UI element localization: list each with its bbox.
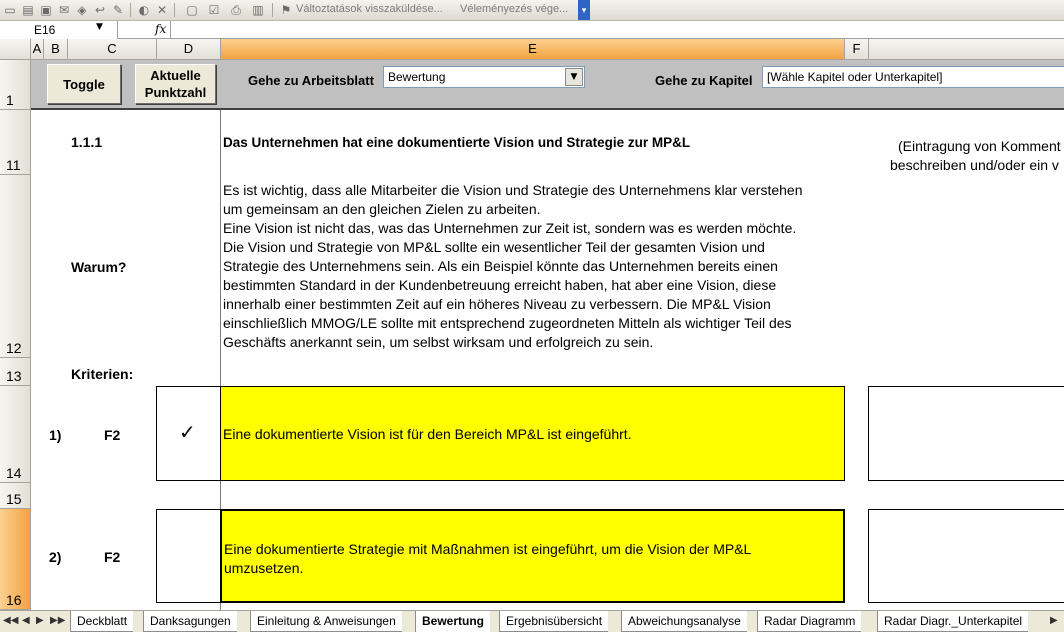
delete-comment-icon[interactable]: ☑ bbox=[208, 3, 220, 17]
toggle-button[interactable]: Toggle bbox=[47, 64, 121, 104]
toolbar-separator bbox=[130, 3, 131, 17]
review-icon[interactable]: ◈ bbox=[77, 3, 87, 17]
why-line: Es ist wichtig, dass alle Mitarbeiter die Vision und Strategie des Unternehmens klar verstehen bbox=[223, 182, 803, 198]
goto-chapter-label: Gehe zu Kapitel bbox=[655, 73, 753, 88]
mail-icon[interactable]: ✉ bbox=[58, 3, 70, 17]
pages-icon[interactable]: ▥ bbox=[252, 3, 264, 17]
tab-einleitung[interactable]: Einleitung & Anweisungen bbox=[250, 611, 402, 632]
tab-danksagungen[interactable]: Danksagungen bbox=[143, 611, 237, 632]
why-text bbox=[223, 181, 802, 352]
goto-chapter-select[interactable] bbox=[762, 66, 1064, 88]
why-label: Warum? bbox=[71, 259, 127, 275]
criterion-text-cell[interactable] bbox=[220, 509, 845, 603]
prev-sheet-icon[interactable]: ◀ bbox=[22, 615, 30, 626]
row-number: 16 bbox=[6, 592, 22, 608]
comment-hint-line2: beschreiben und/oder ein v bbox=[890, 157, 1059, 173]
criteria-label: Kriterien: bbox=[71, 366, 134, 382]
reject-icon[interactable]: ✕ bbox=[156, 3, 168, 17]
row-number: 15 bbox=[6, 491, 22, 507]
criterion-number: 1) bbox=[49, 427, 62, 443]
review-toolbar bbox=[0, 0, 1064, 21]
function-icon[interactable]: fx bbox=[155, 22, 167, 36]
goto-sheet-label: Gehe zu Arbeitsblatt bbox=[248, 73, 374, 88]
chevron-down-icon[interactable]: ▼ bbox=[565, 68, 583, 86]
row-number: 11 bbox=[6, 157, 21, 173]
criterion-checkbox[interactable] bbox=[156, 386, 221, 481]
row-header-1[interactable] bbox=[0, 60, 31, 110]
goto-chapter-value: [Wähle Kapitel oder Unterkapitel] bbox=[767, 70, 943, 84]
column-header-d[interactable]: D bbox=[157, 39, 221, 60]
why-line: um gemeinsam an den gleichen Zielen zu arbeiten. bbox=[223, 201, 541, 217]
why-line: Geschäfts anerkannt sein, um selbst wirksam und erfolgreich zu sein. bbox=[223, 334, 654, 350]
why-line: Eine Vision ist nicht das, was das Unternehmen zur Zeit ist, sondern was es werden möchte. bbox=[223, 220, 797, 236]
row-header-15[interactable] bbox=[0, 483, 31, 509]
row-header-12[interactable] bbox=[0, 175, 31, 358]
section-title: Das Unternehmen hat eine dokumentierte Vision und Strategie zur MP&L bbox=[223, 135, 691, 150]
row-header-13[interactable] bbox=[0, 358, 31, 386]
column-header-f[interactable]: F bbox=[845, 39, 869, 60]
tab-deckblatt[interactable]: Deckblatt bbox=[70, 611, 133, 632]
accept-icon[interactable]: ◐ bbox=[138, 3, 150, 17]
row-number: 12 bbox=[6, 340, 22, 356]
goto-sheet-value: Bewertung bbox=[388, 70, 446, 84]
tab-abweichungsanalyse[interactable]: Abweichungsanalyse bbox=[621, 611, 747, 632]
new-icon[interactable]: ▭ bbox=[4, 3, 16, 17]
column-header-b[interactable]: B bbox=[44, 39, 68, 60]
folder-icon[interactable]: ▣ bbox=[40, 3, 52, 17]
toolbar-separator bbox=[272, 3, 273, 17]
name-box[interactable] bbox=[0, 21, 118, 39]
comment-box[interactable] bbox=[868, 509, 1064, 603]
tab-radar-unterkapitel[interactable]: Radar Diagr._Unterkapitel bbox=[877, 611, 1028, 632]
next-sheet-icon[interactable]: ▶ bbox=[36, 615, 44, 626]
reply-icon[interactable]: ↩ bbox=[94, 3, 106, 17]
criterion-number: 2) bbox=[49, 549, 62, 565]
name-box-value: E16 bbox=[34, 23, 56, 37]
comment-icon[interactable]: ▢ bbox=[186, 3, 198, 17]
why-line: Die Vision und Strategie von MP&L sollte ein wesentlicher Teil der gesamten Vision und bbox=[223, 239, 765, 255]
criterion-text-cell[interactable] bbox=[220, 386, 845, 481]
tab-ergebnisuebersicht[interactable]: Ergebnisübersicht bbox=[499, 611, 608, 632]
toolbar-separator bbox=[174, 3, 175, 17]
select-all-corner[interactable] bbox=[0, 39, 31, 60]
section-number: 1.1.1 bbox=[71, 134, 103, 150]
column-header-e[interactable]: E bbox=[221, 39, 845, 60]
end-review-button[interactable]: Véleményezés vége... bbox=[460, 3, 569, 15]
track-icon[interactable]: ✎ bbox=[112, 3, 124, 17]
current-score-button[interactable] bbox=[135, 64, 216, 104]
first-sheet-icon[interactable]: ◀◀ bbox=[3, 615, 19, 626]
send-back-button[interactable]: Változtatások visszaküldése... bbox=[296, 3, 443, 15]
why-line: Strategie des Unternehmens sein. Als ein Beispiel könnte das Unternehmen bereits einen bbox=[223, 258, 778, 274]
tab-radar-diagramm[interactable]: Radar Diagramm bbox=[757, 611, 861, 632]
current-score-label-line2: Punktzahl bbox=[144, 85, 207, 100]
why-line: innerhalb einer bestimmten Zeit auf ein höheres Niveau zu verbessern. Die MP&L Vision bbox=[223, 296, 771, 312]
criterion-checkbox[interactable] bbox=[156, 509, 221, 603]
criterion-text: Eine dokumentierte Strategie mit Maßnahmen ist eingeführt, um die Vision der MP&L bbox=[224, 541, 752, 557]
comment-box[interactable] bbox=[868, 386, 1064, 481]
current-score-label-line1: Aktuelle bbox=[150, 68, 201, 83]
criterion-code: F2 bbox=[104, 549, 121, 565]
formula-separator bbox=[170, 21, 171, 39]
goto-sheet-select[interactable] bbox=[383, 66, 585, 88]
column-header-a[interactable]: A bbox=[31, 39, 44, 60]
send-back-icon[interactable]: ⚑ bbox=[280, 3, 292, 17]
column-header-c[interactable]: C bbox=[68, 39, 157, 60]
toolbar-options-icon[interactable]: ▾ bbox=[578, 0, 590, 21]
comment-hint-line1: (Eintragung von Komment bbox=[898, 138, 1061, 154]
why-line: bestimmten Standard in der Kundenbetreuung erreicht haben, hat aber eine Vision, diese bbox=[223, 277, 777, 293]
row-number: 13 bbox=[6, 368, 22, 384]
row-header-14[interactable] bbox=[0, 386, 31, 483]
row-header-16[interactable] bbox=[0, 509, 31, 610]
row-number: 1 bbox=[6, 92, 14, 108]
last-sheet-icon[interactable]: ▶▶ bbox=[50, 615, 66, 626]
print-icon[interactable]: ⎙ bbox=[231, 3, 241, 17]
sheet-tab-bar bbox=[0, 610, 1064, 632]
column-header-g[interactable] bbox=[869, 39, 1064, 60]
row-number: 14 bbox=[6, 465, 22, 481]
checkmark-icon: ✓ bbox=[179, 420, 196, 444]
navigation-band bbox=[31, 60, 1064, 110]
formula-bar bbox=[0, 21, 1064, 39]
row-header-11[interactable] bbox=[0, 110, 31, 175]
criterion-text: Eine dokumentierte Vision ist für den Bereich MP&L ist eingeführt. bbox=[223, 426, 632, 442]
tab-bewertung[interactable]: Bewertung bbox=[415, 611, 490, 632]
criterion-code: F2 bbox=[104, 427, 121, 443]
open-icon[interactable]: ▤ bbox=[22, 3, 34, 17]
chevron-down-icon[interactable]: ▼ bbox=[96, 22, 103, 32]
criterion-text: umzusetzen. bbox=[224, 560, 304, 576]
tab-scroll-icon[interactable]: ▶ bbox=[1050, 615, 1058, 626]
why-line: einschließlich MMOG/LE sollte mit entsprechend zugeordneten Mitteln als wichtiger Teil des bbox=[223, 315, 792, 331]
